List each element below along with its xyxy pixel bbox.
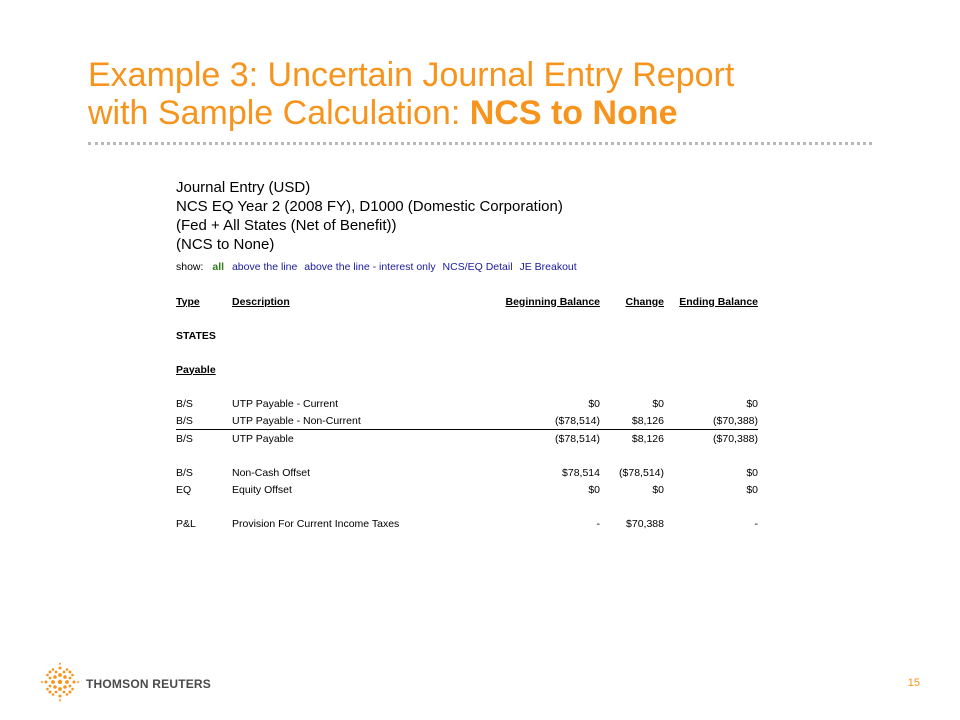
cell-type: B/S: [176, 466, 193, 479]
cell-type: EQ: [176, 483, 192, 496]
cell-ending-balance: $0: [746, 397, 758, 410]
show-option-ncs-eq-detail[interactable]: NCS/EQ Detail: [442, 261, 513, 273]
table-header-row: [176, 293, 758, 310]
cell-description: UTP Payable - Non-Current: [232, 412, 482, 430]
cell-ending-balance: $0: [746, 483, 758, 496]
column-header-beginning-balance: Beginning Balance: [505, 295, 600, 308]
cell-beginning-balance: -: [596, 517, 600, 530]
page-title: [88, 56, 888, 132]
cell-beginning-balance: ($78,514): [555, 432, 600, 445]
column-header-description: Description: [232, 295, 290, 308]
show-option-je-breakout[interactable]: JE Breakout: [519, 261, 577, 273]
cell-change: $0: [652, 397, 664, 410]
spacer-row: [176, 378, 758, 395]
cell-change: ($78,514): [619, 466, 664, 479]
spacer-row: [176, 344, 758, 361]
cell-description: Equity Offset: [232, 483, 292, 496]
cell-type: B/S: [176, 412, 232, 430]
cell-change: $70,388: [626, 517, 664, 530]
show-label: show:: [176, 261, 204, 273]
cell-beginning-balance: $0: [588, 397, 600, 410]
spacer-row: [176, 498, 758, 515]
cell-ending-balance: ($70,388): [664, 412, 758, 430]
table-row-total: [176, 430, 758, 448]
cell-beginning-balance: ($78,514): [482, 412, 600, 430]
cell-type: B/S: [176, 432, 193, 445]
cell-change: $0: [652, 483, 664, 496]
subsection-cell: [176, 361, 758, 378]
cell-description: Non-Cash Offset: [232, 466, 311, 479]
cell-change: $8,126: [631, 432, 664, 445]
cell-description: UTP Payable - Current: [232, 397, 339, 410]
table-row: [176, 515, 758, 532]
subsection-label-payable: Payable: [176, 363, 216, 376]
cell-description: UTP Payable: [232, 432, 294, 445]
title-line-1: Example 3: Uncertain Journal Entry Report: [88, 56, 735, 94]
subsection-row: [176, 361, 758, 378]
thomson-reuters-dot-sphere-icon: [40, 662, 80, 707]
show-filter-bar: [176, 261, 776, 273]
title-line-2-prefix: with Sample Calculation:: [88, 94, 470, 132]
table-row: [176, 481, 758, 498]
table-row: [176, 464, 758, 481]
cell-description: Provision For Current Income Taxes: [232, 517, 400, 530]
title-line-2: [88, 94, 888, 132]
section-row: [176, 327, 758, 344]
report-heading-scenario: (NCS to None): [176, 236, 275, 253]
cell-ending-balance: -: [754, 517, 758, 530]
show-option-above-the-line[interactable]: above the line: [231, 261, 298, 273]
cell-type: B/S: [176, 397, 193, 410]
cell-beginning-balance: $78,514: [562, 466, 600, 479]
spacer-row: [176, 310, 758, 327]
brand-name: THOMSON REUTERS: [86, 677, 212, 691]
show-option-above-the-line-interest-only[interactable]: above the line - interest only: [304, 261, 436, 273]
report-heading-scope: (Fed + All States (Net of Benefit)): [176, 217, 397, 234]
cell-beginning-balance: $0: [588, 483, 600, 496]
cell-ending-balance: ($70,388): [713, 432, 758, 445]
title-line-2-emphasis: NCS to None: [469, 94, 678, 132]
report-heading-entity: NCS EQ Year 2 (2008 FY), D1000 (Domestic Corporation): [176, 198, 563, 215]
column-header-type: Type: [176, 295, 200, 308]
table-row: [176, 412, 758, 430]
show-option-all[interactable]: all: [212, 261, 225, 273]
thomson-reuters-logo: [40, 664, 211, 704]
table-row: [176, 395, 758, 412]
title-divider: [88, 142, 872, 145]
column-header-change: Change: [625, 295, 664, 308]
journal-entry-report: [176, 178, 776, 532]
report-heading-currency: Journal Entry (USD): [176, 179, 311, 196]
column-header-ending-balance: Ending Balance: [679, 295, 758, 308]
cell-change: $8,126: [600, 412, 664, 430]
spacer-row: [176, 447, 758, 464]
cell-type: P&L: [176, 517, 196, 530]
cell-ending-balance: $0: [746, 466, 758, 479]
journal-entry-table: [176, 293, 758, 532]
page-number: 15: [907, 677, 920, 689]
section-label-states: STATES: [176, 329, 216, 342]
